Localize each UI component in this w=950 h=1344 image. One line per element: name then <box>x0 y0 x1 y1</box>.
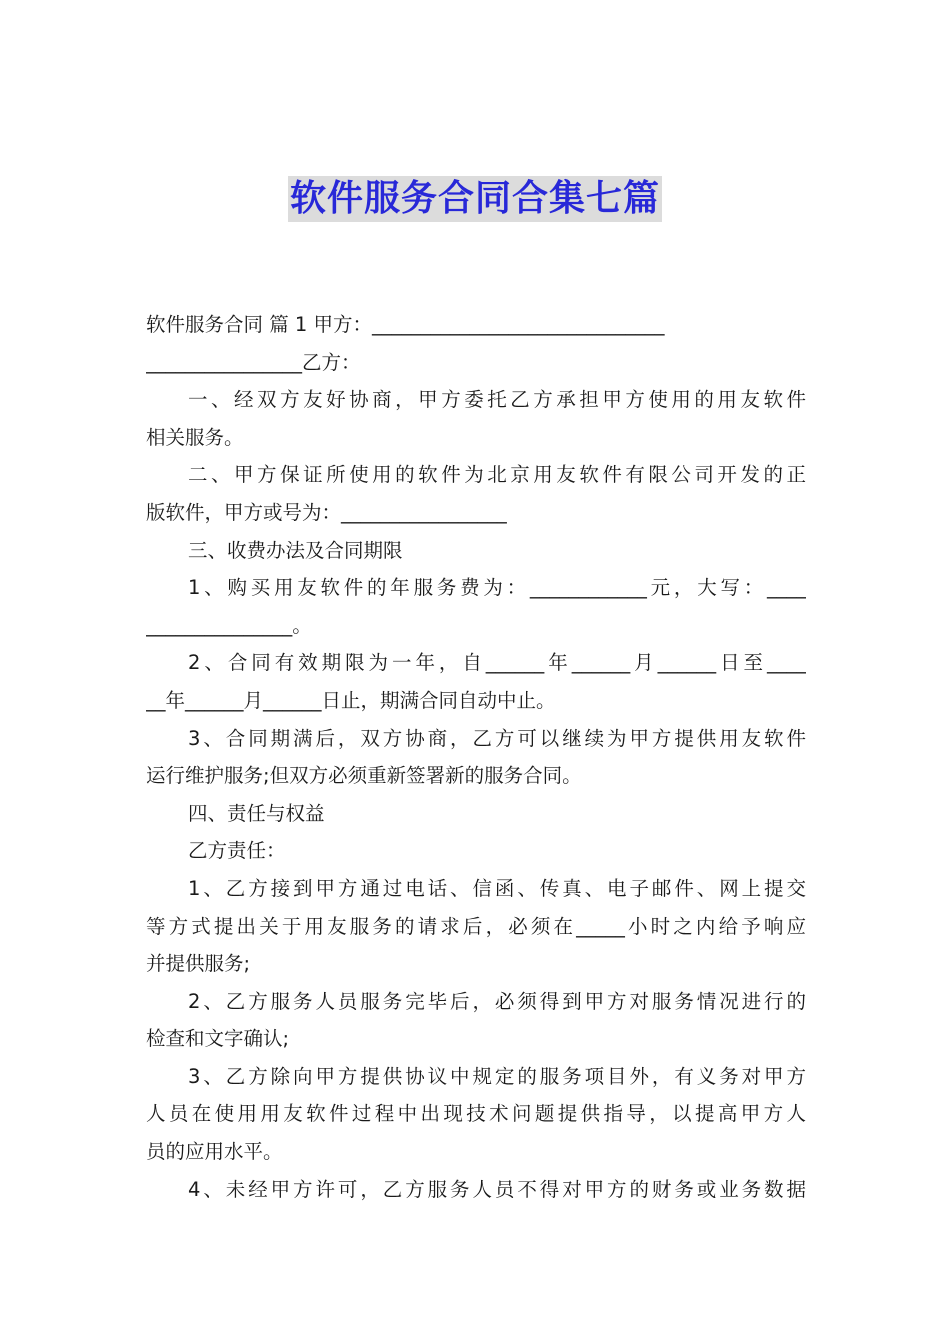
paragraph-line: 二、甲方保证所使用的软件为北京用友软件有限公司开发的正 <box>188 463 806 487</box>
document-title: 软件服务合同合集七篇 <box>288 176 662 222</box>
paragraph-line: 等方式提出关于用友服务的请求后，必须在_____小时之内给予响应 <box>146 914 806 938</box>
paragraph-line: 4、未经甲方许可，乙方服务人员不得对甲方的财务或业务数据 <box>188 1177 806 1201</box>
paragraph-line: 员的应用水平。 <box>146 1140 283 1164</box>
paragraph-line: 一、经双方友好协商，甲方委托乙方承担甲方使用的用友软件 <box>188 388 806 412</box>
paragraph-line: 并提供服务; <box>146 952 251 976</box>
paragraph-line: _______________。 <box>146 613 312 637</box>
title-container <box>0 176 950 222</box>
paragraph-line: 1、乙方接到甲方通过电话、信函、传真、电子邮件、网上提交 <box>188 876 806 900</box>
paragraph-line: 版软件，甲方或号为：_________________ <box>146 500 507 524</box>
paragraph-line: 三、收费办法及合同期限 <box>188 538 403 562</box>
paragraph-line: 相关服务。 <box>146 425 244 449</box>
paragraph-line: 2、合同有效期限为一年，自______年______月______日至____ <box>188 651 806 675</box>
document-body <box>146 306 806 1208</box>
paragraph-line: ________________乙方： <box>146 350 361 374</box>
paragraph-line: 软件服务合同 篇 1 甲方：______________________________ <box>146 313 665 336</box>
paragraph-line: __年______月______日止，期满合同自动中止。 <box>146 688 556 712</box>
paragraph-line: 1、购买用友软件的年服务费为：____________元，大写：____ <box>188 576 806 600</box>
paragraph-line: 2、乙方服务人员服务完毕后，必须得到甲方对服务情况进行的 <box>188 989 806 1013</box>
paragraph-line: 3、乙方除向甲方提供协议中规定的服务项目外，有义务对甲方 <box>188 1064 806 1088</box>
paragraph-line: 3、合同期满后，双方协商，乙方可以继续为甲方提供用友软件 <box>188 726 806 750</box>
paragraph-line: 乙方责任： <box>188 839 286 863</box>
paragraph-line: 检查和文字确认; <box>146 1027 290 1051</box>
paragraph-line: 四、责任与权益 <box>188 801 325 825</box>
paragraph-line: 人员在使用用友软件过程中出现技术问题提供指导，以提高甲方人 <box>146 1102 806 1126</box>
paragraph-line: 运行维护服务;但双方必须重新签署新的服务合同。 <box>146 764 582 788</box>
